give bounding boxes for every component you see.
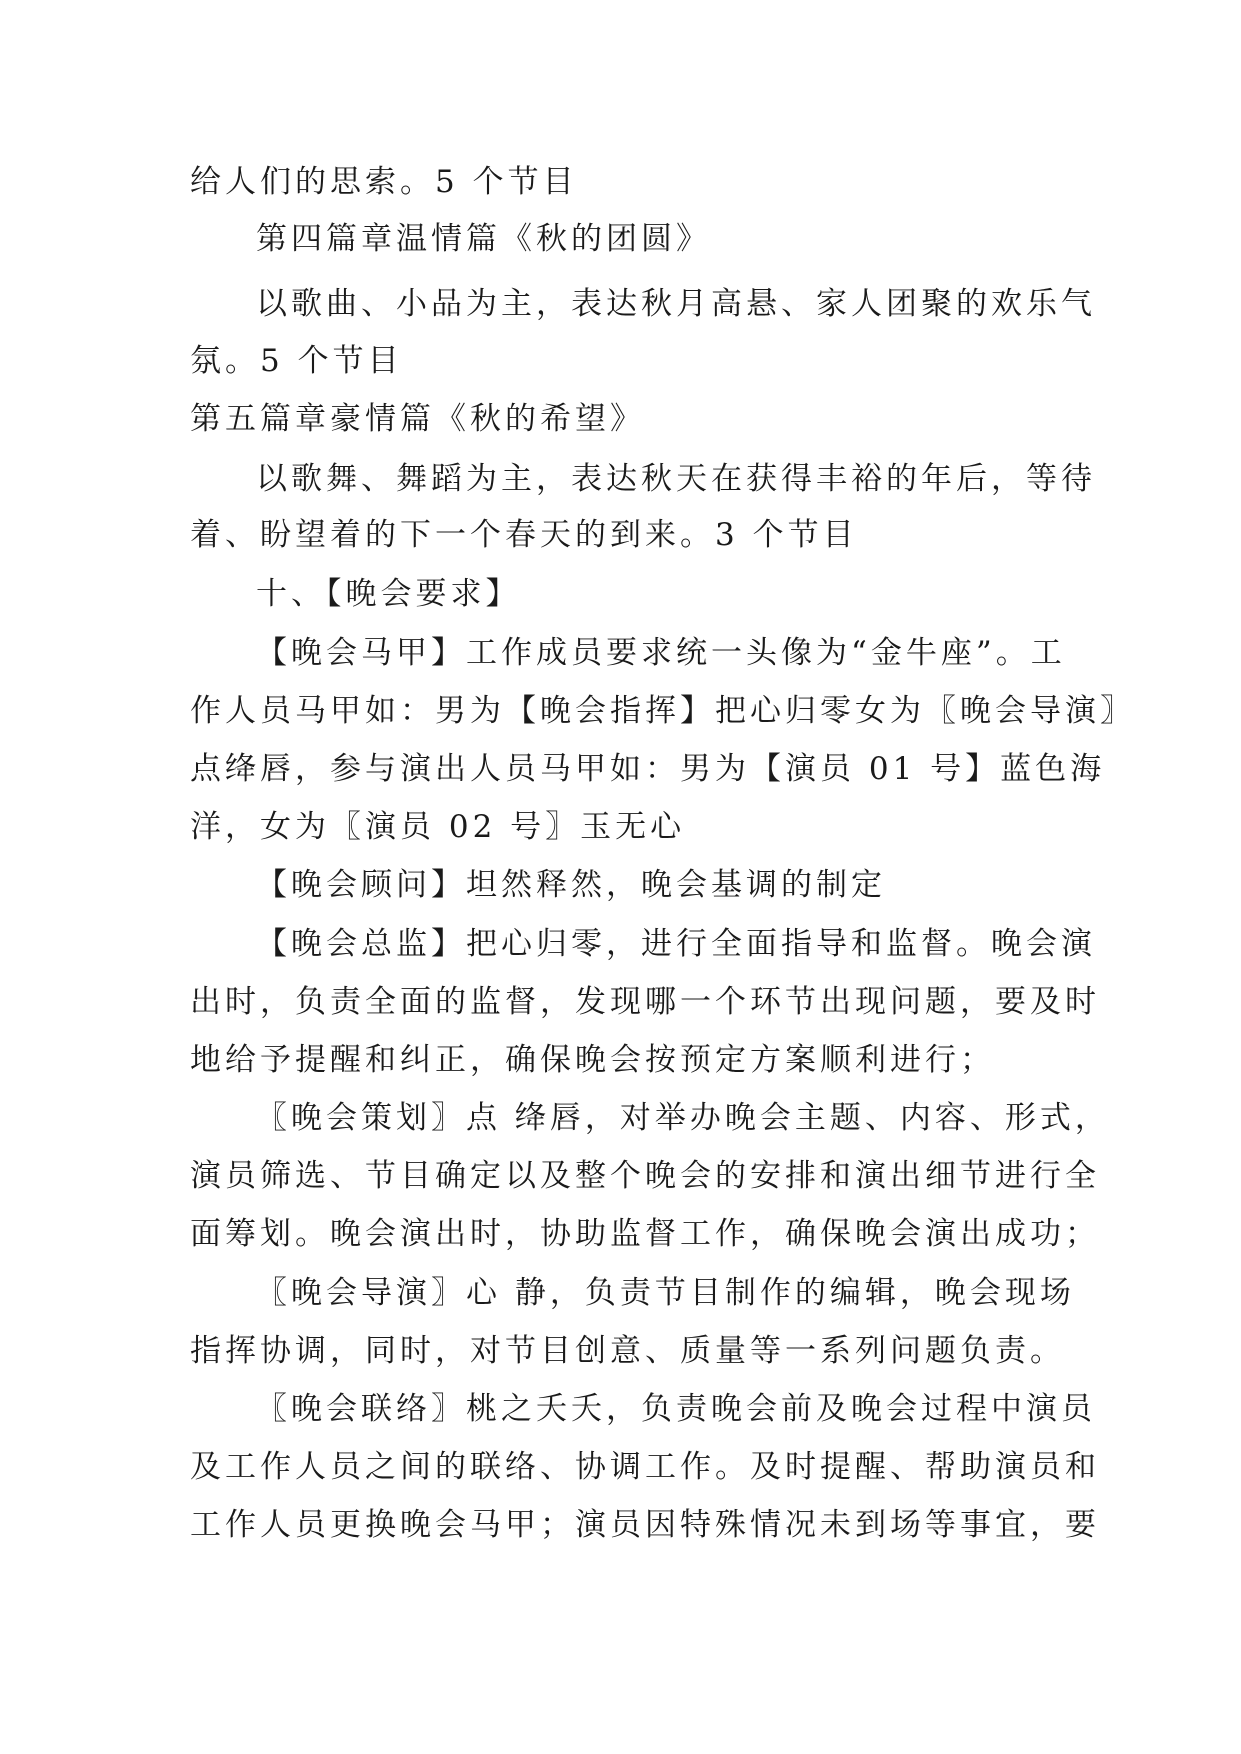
body-text-line: 洋，女为〖演员 02 号〗玉无心 — [190, 809, 686, 845]
body-text-line: 及工作人员之间的联络、协调工作。及时提醒、帮助演员和 — [190, 1449, 1100, 1485]
body-text-line: 给人们的思索。5 个节目 — [190, 164, 578, 200]
body-text-line: 着、盼望着的下一个春天的到来。3 个节目 — [190, 517, 858, 553]
section-heading: 第五篇章豪情篇《秋的希望》 — [190, 401, 645, 437]
body-text-line: 工作人员更换晚会马甲；演员因特殊情况未到场等事宜，要 — [190, 1507, 1100, 1543]
body-text-line: 〖晚会策划〗点 绛唇，对举办晚会主题、内容、形式， — [256, 1100, 1110, 1136]
body-text-line: 【晚会总监】把心归零，进行全面指导和监督。晚会演 — [256, 926, 1096, 962]
body-text-line: 作人员马甲如：男为【晚会指挥】把心归零女为〖晚会导演〗 — [190, 693, 1135, 729]
body-text-line: 〖晚会导演〗心 静，负责节目制作的编辑，晚会现场 — [256, 1275, 1075, 1311]
body-text-line: 演员筛选、节目确定以及整个晚会的安排和演出细节进行全 — [190, 1158, 1100, 1194]
body-text-line: 〖晚会联络〗桃之夭夭，负责晚会前及晚会过程中演员 — [256, 1391, 1096, 1427]
body-text-line: 面筹划。晚会演出时，协助监督工作，确保晚会演出成功； — [190, 1216, 1100, 1252]
body-text-line: 出时，负责全面的监督，发现哪一个环节出现问题，要及时 — [190, 984, 1100, 1020]
section-heading: 第四篇章温情篇《秋的团圆》 — [256, 221, 711, 257]
body-text-line: 以歌曲、小品为主，表达秋月高悬、家人团聚的欢乐气 — [256, 286, 1096, 322]
body-text-line: 【晚会马甲】工作成员要求统一头像为“金牛座”。工 — [256, 635, 1066, 671]
section-heading: 十、【晚会要求】 — [256, 576, 521, 612]
body-text-line: 以歌舞、舞蹈为主，表达秋天在获得丰裕的年后，等待 — [256, 461, 1096, 497]
body-text-line: 点绛唇，参与演出人员马甲如：男为【演员 01 号】蓝色海 — [190, 751, 1106, 787]
body-text-line: 【晚会顾问】坦然释然，晚会基调的制定 — [256, 867, 886, 903]
body-text-line: 氛。5 个节目 — [190, 343, 403, 379]
body-text-line: 地给予提醒和纠正，确保晚会按预定方案顺利进行； — [190, 1042, 995, 1078]
body-text-line: 指挥协调，同时，对节目创意、质量等一系列问题负责。 — [190, 1333, 1065, 1369]
